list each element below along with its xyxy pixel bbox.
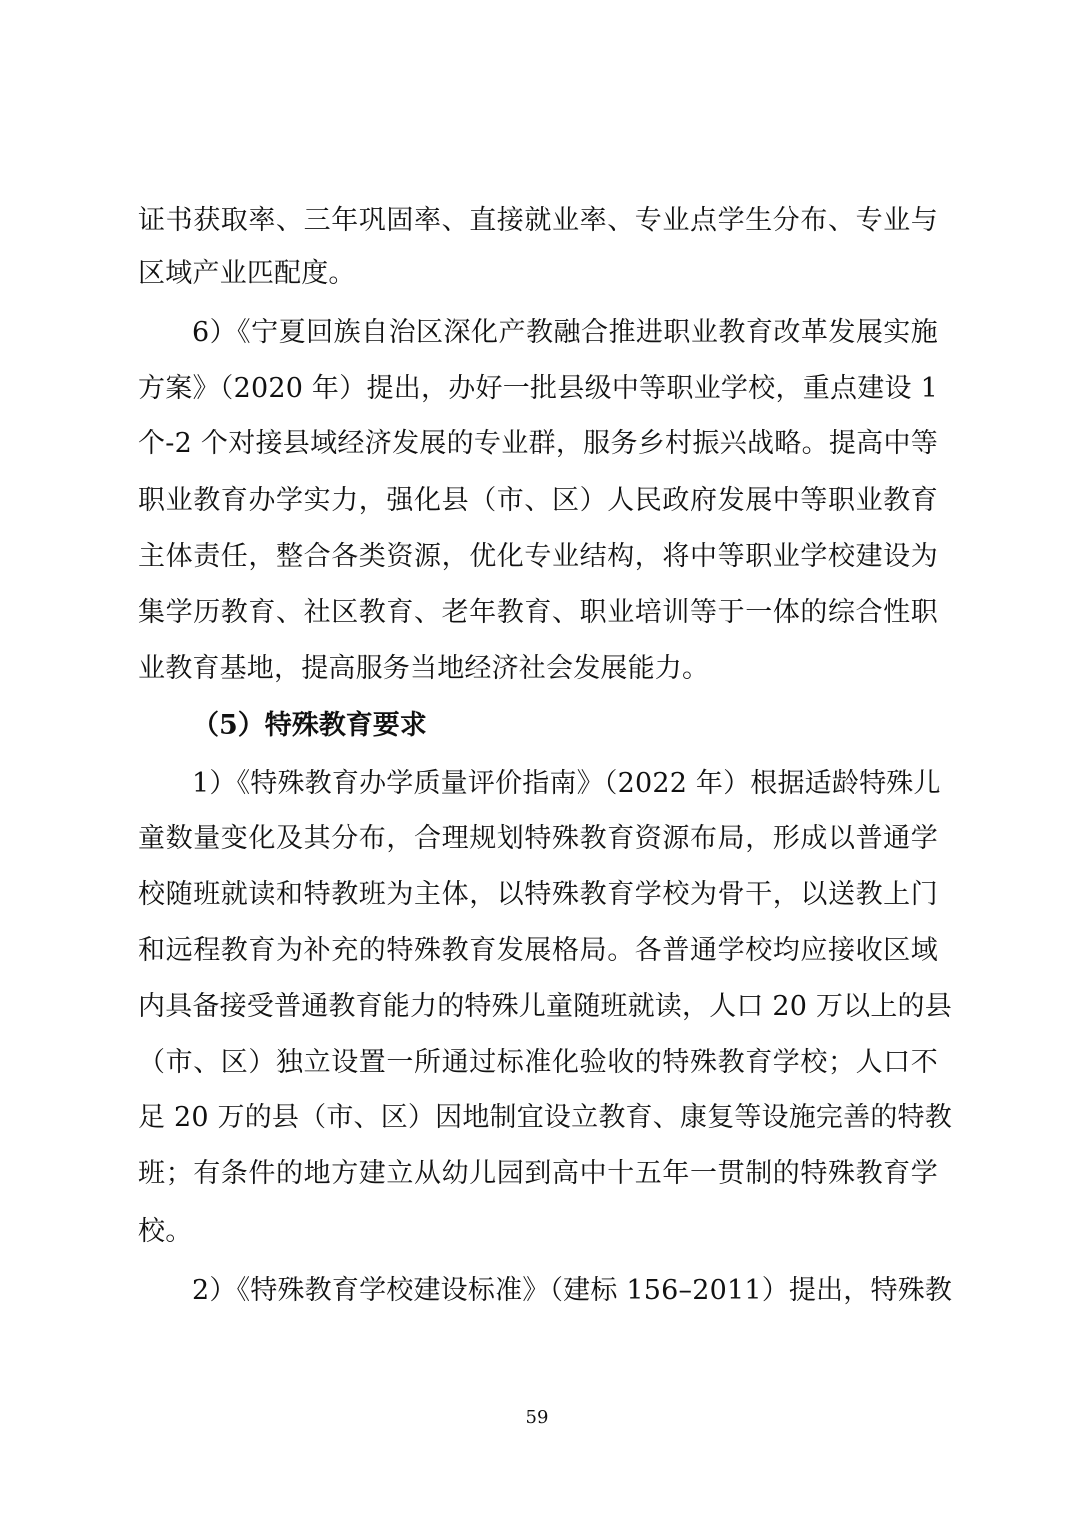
- paragraph-line: 集学历教育、社区教育、老年教育、职业培训等于一体的综合性职: [138, 597, 938, 628]
- paragraph-line: 主体责任，整合各类资源，优化专业结构，将中等职业学校建设为: [138, 541, 938, 572]
- paragraph-line: 足 20 万的县（市、区）因地制宜设立教育、康复等设施完善的特教: [138, 1102, 952, 1133]
- paragraph-line: 6）《宁夏回族自治区深化产教融合推进职业教育改革发展实施: [192, 317, 938, 348]
- paragraph-line: 校。: [138, 1216, 193, 1247]
- page-number: 59: [525, 1407, 549, 1428]
- paragraph-line: 区域产业匹配度。: [138, 258, 356, 289]
- paragraph-line: 2）《特殊教育学校建设标准》（建标 156–2011）提出，特殊教: [192, 1275, 953, 1306]
- paragraph-line: 内具备接受普通教育能力的特殊儿童随班就读，人口 20 万以上的县: [138, 991, 952, 1022]
- paragraph-line: （市、区）独立设置一所通过标准化验收的特殊教育学校；人口不: [138, 1047, 938, 1078]
- paragraph-line: 和远程教育为补充的特殊教育发展格局。各普通学校均应接收区域: [138, 935, 938, 966]
- paragraph-line: 1）《特殊教育办学质量评价指南》（2022 年）根据适龄特殊儿: [192, 768, 941, 799]
- paragraph-line: 班；有条件的地方建立从幼儿园到高中十五年一贯制的特殊教育学: [138, 1158, 938, 1189]
- paragraph-line: 校随班就读和特教班为主体，以特殊教育学校为骨干，以送教上门: [138, 879, 938, 910]
- paragraph-line: 个-2 个对接县域经济发展的专业群，服务乡村振兴战略。提高中等: [138, 428, 938, 459]
- paragraph-line: 业教育基地，提高服务当地经济社会发展能力。: [138, 653, 710, 684]
- paragraph-line: 方案》（2020 年）提出，办好一批县级中等职业学校，重点建设 1: [138, 373, 938, 404]
- paragraph-line: 证书获取率、三年巩固率、直接就业率、专业点学生分布、专业与: [138, 205, 938, 236]
- paragraph-line: 职业教育办学实力，强化县（市、区）人民政府发展中等职业教育: [138, 485, 938, 516]
- paragraph-line: 童数量变化及其分布，合理规划特殊教育资源布局，形成以普通学: [138, 823, 938, 854]
- section-heading: （5）特殊教育要求: [192, 710, 427, 741]
